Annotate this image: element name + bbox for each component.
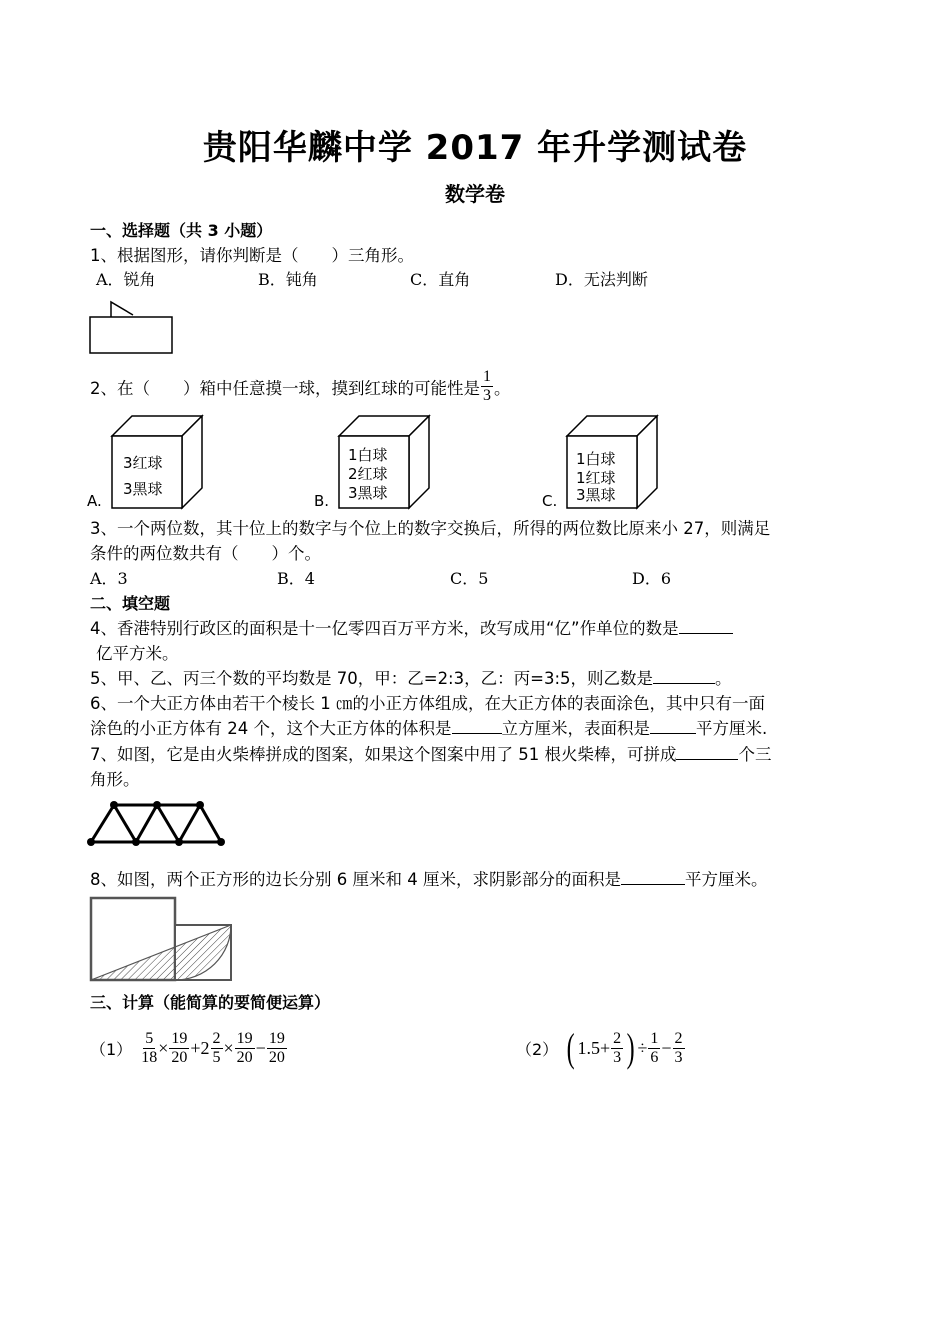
box-a-line2: 3黑球 <box>123 480 163 498</box>
p2-f2-den: 6 <box>650 1048 659 1066</box>
p1-f4-num: 19 <box>236 1029 253 1047</box>
box-b-line2: 2红球 <box>348 465 388 483</box>
p2-label: （2） <box>516 1039 559 1059</box>
p2-div: ÷ <box>637 1037 648 1058</box>
box-c-label: C. <box>542 492 558 510</box>
section2-heading: 二、填空题 <box>90 594 171 613</box>
p1-f3-num: 2 <box>212 1029 221 1047</box>
box-c-line3: 3黑球 <box>576 486 616 504</box>
box-c-line1: 1白球 <box>576 450 616 468</box>
q1-option-c: C．直角 <box>410 270 471 289</box>
calc-problem-1 <box>90 1024 288 1072</box>
q7-text-b: 个三 <box>738 745 772 764</box>
q5-answer-blank[interactable] <box>653 669 715 684</box>
q5-line <box>90 665 732 689</box>
box-a-label: A. <box>87 492 102 510</box>
p1-f5-num: 19 <box>268 1029 285 1047</box>
q6-line2 <box>90 715 767 739</box>
p1-times1: × <box>158 1037 169 1058</box>
p2-f3-num: 2 <box>674 1029 683 1047</box>
p2-a: 1.5 <box>577 1037 601 1058</box>
q2-frac-den: 3 <box>483 387 491 404</box>
calc-problem-2 <box>516 1024 686 1072</box>
q3-option-d: D．6 <box>632 569 672 588</box>
p2-minus: − <box>661 1037 672 1058</box>
q6-area-blank[interactable] <box>650 719 696 734</box>
q5-end: 。 <box>715 669 732 688</box>
box-b-label: B. <box>314 492 330 510</box>
p1-f4-den: 20 <box>236 1048 253 1066</box>
page-title: 贵阳华麟中学 2017 年升学测试卷 <box>202 128 748 168</box>
box-b-line3: 3黑球 <box>348 484 388 502</box>
q1-text: 1、根据图形，请你判断是（ ）三角形。 <box>90 246 414 265</box>
q3-line1: 3、一个两位数，其十位上的数字与个位上的数字交换后，所得的两位数比原来小 27，则满足 <box>90 519 771 538</box>
q1-option-d: D．无法判断 <box>555 270 648 289</box>
q7-line1 <box>90 741 771 765</box>
box-b-line1: 1白球 <box>348 446 388 464</box>
q2-text-after: 。 <box>494 378 511 398</box>
q2-fraction <box>481 368 493 405</box>
p1-whole: 2 <box>200 1037 210 1058</box>
q4-line1 <box>90 615 733 639</box>
q6-text-b: 立方厘米，表面积是 <box>501 719 650 738</box>
page-subtitle: 数学卷 <box>445 182 505 206</box>
q1-option-a: A．锐角 <box>96 270 156 289</box>
q8-text: 8、如图，两个正方形的边长分别 6 厘米和 4 厘米，求阴影部分的面积是 <box>90 870 621 889</box>
p2-f3-den: 3 <box>674 1048 683 1066</box>
p1-f3-den: 5 <box>212 1048 221 1066</box>
q6-text-c: 平方厘米. <box>696 719 768 738</box>
p2-f1-num: 2 <box>613 1029 622 1047</box>
p1-times2: × <box>223 1037 234 1058</box>
p2-f2-num: 1 <box>650 1029 659 1047</box>
q6-volume-blank[interactable] <box>452 719 502 734</box>
p1-plus: + <box>190 1037 201 1058</box>
p2-open-paren-icon: ( <box>566 1025 575 1070</box>
q6-text-a: 涂色的小正方体有 24 个，这个大正方体的体积是 <box>90 719 452 738</box>
q7-line2: 角形。 <box>90 770 140 789</box>
section1-heading: 一、选择题（共 3 小题） <box>90 221 273 240</box>
box-a-line1: 3红球 <box>123 454 163 472</box>
q4-line2: 亿平方米。 <box>96 644 179 663</box>
q7-answer-blank[interactable] <box>676 745 738 760</box>
q2-text <box>90 368 511 405</box>
p2-f1-den: 3 <box>613 1048 622 1066</box>
q7-text-a: 7、如图，它是由火柴棒拼成的图案，如果这个图案中用了 51 根火柴棒，可拼成 <box>90 745 677 764</box>
section3-heading: 三、计算（能简算的要简便运算） <box>90 993 331 1012</box>
p1-f2-num: 19 <box>171 1029 188 1047</box>
p1-f5-den: 20 <box>268 1048 285 1066</box>
p1-f2-den: 20 <box>171 1048 188 1066</box>
q3-line2: 条件的两位数共有（ ）个。 <box>90 544 321 563</box>
q1-figure <box>86 300 178 358</box>
box-c-line2: 1红球 <box>576 469 616 487</box>
q8-line <box>90 866 767 890</box>
q4-answer-blank[interactable] <box>679 619 733 634</box>
p1-f1-den: 18 <box>141 1048 158 1066</box>
p2-close-paren-icon: ) <box>626 1025 635 1070</box>
p1-label: （1） <box>90 1039 133 1059</box>
q3-option-b: B．4 <box>277 569 315 588</box>
q1-option-b: B．钝角 <box>258 270 318 289</box>
p1-f1-num: 5 <box>145 1029 154 1047</box>
p1-minus: − <box>255 1037 266 1058</box>
q6-line1: 6、一个大正方体由若干个棱长 1 ㎝的小正方体组成，在大正方体的表面涂色，其中只有一面 <box>90 694 765 713</box>
q8-end: 平方厘米。 <box>684 870 768 889</box>
q2-text-before: 2、在（ ）箱中任意摸一球，摸到红球的可能性是 <box>90 378 480 398</box>
q8-squares-figure <box>86 894 238 986</box>
p2-plus: + <box>600 1037 611 1058</box>
q3-option-a: A．3 <box>90 569 128 588</box>
q7-matchstick-figure <box>84 798 234 853</box>
q5-text: 5、甲、乙、丙三个数的平均数是 70，甲：乙=2:3，乙：丙=3:5，则乙数是 <box>90 669 653 688</box>
q4-text: 4、香港特别行政区的面积是十一亿零四百万平方米，改写成用“亿”作单位的数是 <box>90 619 679 638</box>
q2-frac-num: 1 <box>483 368 491 385</box>
q3-option-c: C．5 <box>450 569 489 588</box>
q8-answer-blank[interactable] <box>621 870 685 885</box>
